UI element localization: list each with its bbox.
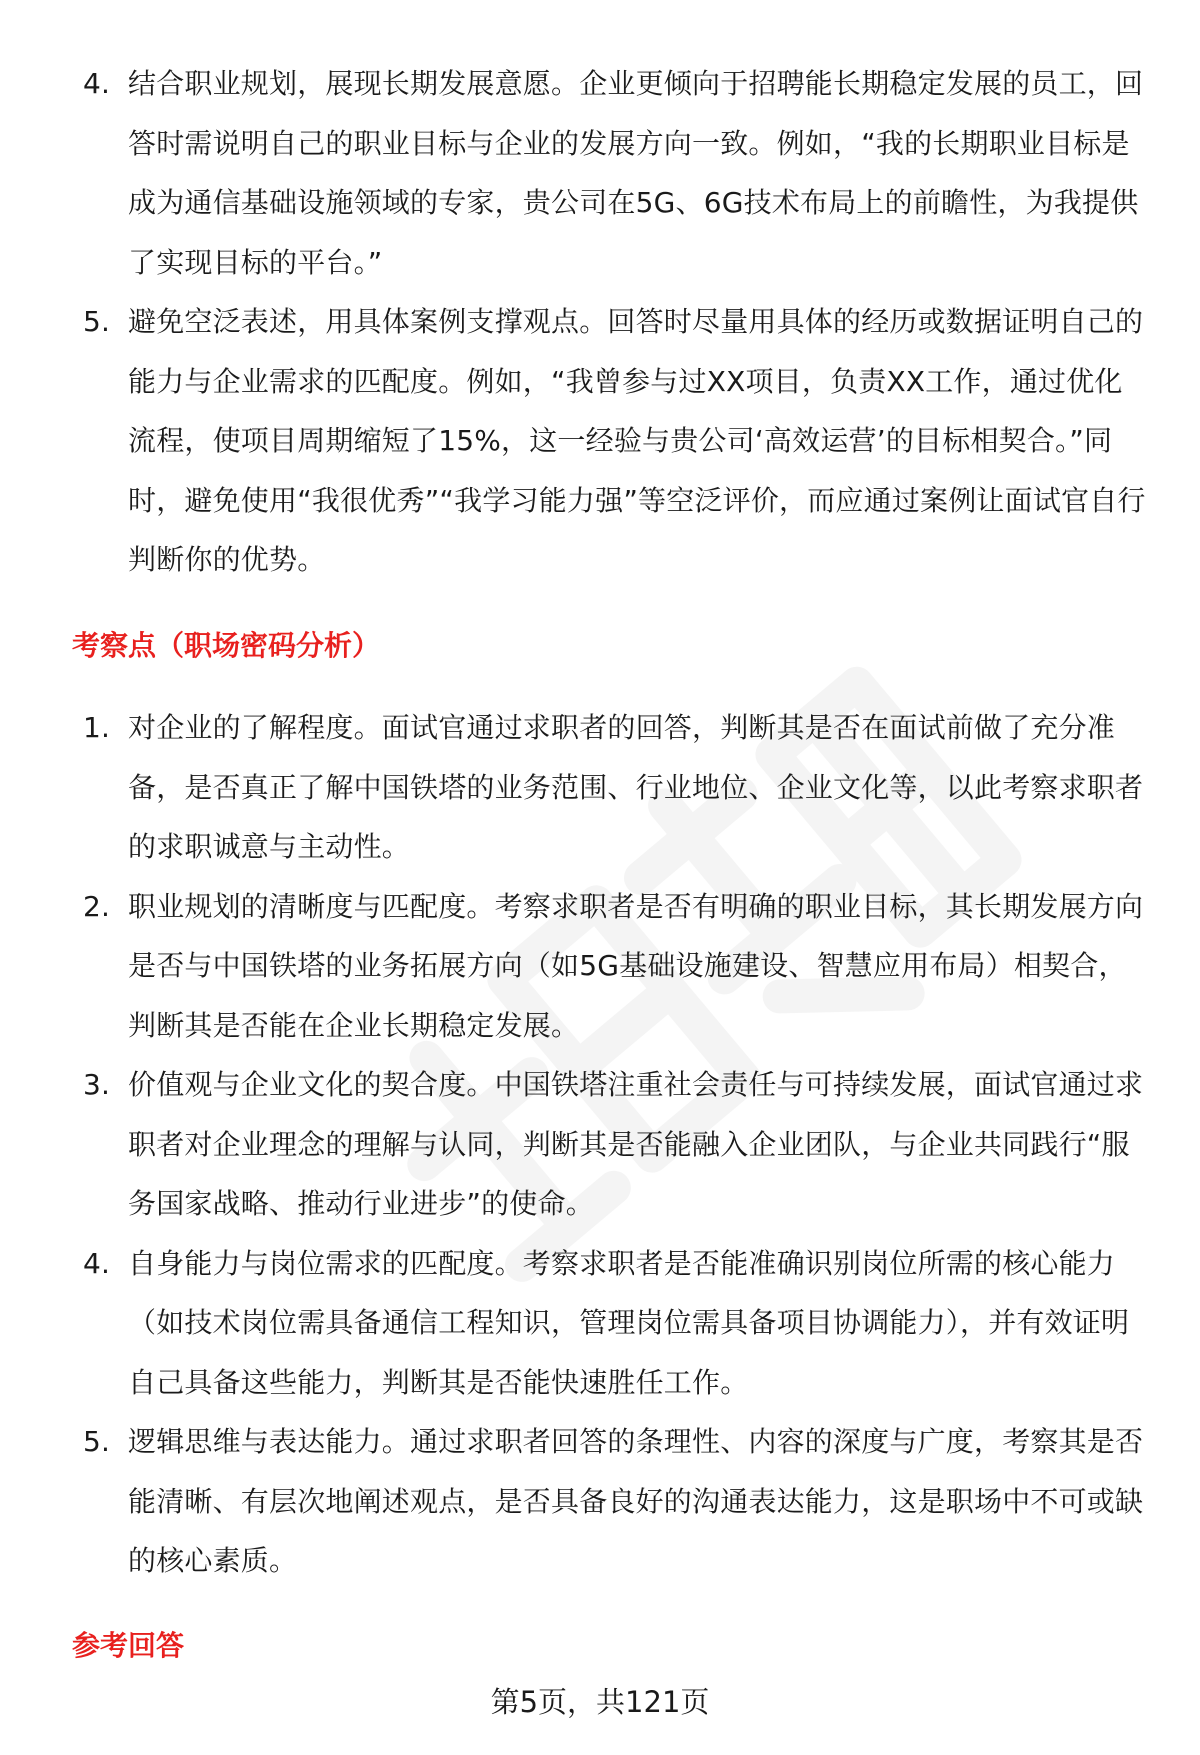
list-item-text: 结合职业规划，展现长期发展意愿。企业更倾向于招聘能长期稳定发展的员工，回答时需说明自己的职业目标与企业的发展方向一致。例如，“我的长期职业目标是成为通信基础设施领域的专家，贵公司在5G、6G技术布局上的前瞻性，为我提供了实现目标的平台。”	[128, 67, 1144, 279]
list-item-number: 3.	[83, 1068, 111, 1101]
list-item	[83, 698, 1148, 877]
section-title-answer: 参考回答	[72, 1629, 185, 1662]
tips-list	[0, 54, 1148, 590]
list-item-number: 2.	[83, 889, 111, 923]
list-item-text: 逻辑思维与表达能力。通过求职者回答的条理性、内容的深度与广度，考察其是否能清晰、有层次地阐述观点，是否具备良好的沟通表达能力，这是职场中不可或缺的核心素质。	[128, 1425, 1144, 1577]
list-item-number: 4.	[83, 67, 111, 100]
list-item	[83, 54, 1148, 292]
list-item	[83, 1055, 1148, 1234]
section-title-exam: 考察点（职场密码分析）	[72, 629, 381, 662]
list-item-number: 5.	[83, 305, 111, 338]
list-item-text: 对企业的了解程度。面试官通过求职者的回答，判断其是否在面试前做了充分准备，是否真正了解中国铁塔的业务范围、行业地位、企业文化等，以此考察求职者的求职诚意与主动性。	[128, 711, 1144, 863]
list-item-text: 职业规划的清晰度与匹配度。考察求职者是否有明确的职业目标，其长期发展方向是否与中国铁塔的业务拓展方向（如5G基础设施建设、智慧应用布局）相契合，判断其是否能在企业长期稳定发展。	[128, 889, 1144, 1042]
list-item-text: 自身能力与岗位需求的匹配度。考察求职者是否能准确识别岗位所需的核心能力（如技术岗位需具备通信工程知识，管理岗位需具备项目协调能力），并有效证明自己具备这些能力，判断其是否能快速胜任工作。	[128, 1246, 1130, 1399]
list-item	[83, 1412, 1148, 1591]
exam-points-list	[0, 698, 1148, 1591]
list-item-text: 避免空泛表述，用具体案例支撑观点。回答时尽量用具体的经历或数据证明自己的能力与企业需求的匹配度。例如，“我曾参与过XX项目，负责XX工作，通过优化流程，使项目周期缩短了15%，这一经验与贵公司‘高效运营’的目标相契合。”同时，避免使用“我很优秀”“我学习能力强”等空泛评价，而应通过案例让面试官自行判断你的优势。	[128, 305, 1146, 576]
list-item-number: 5.	[83, 1425, 111, 1458]
page-number-footer: 第5页，共121页	[490, 1685, 710, 1719]
list-item	[83, 1234, 1148, 1413]
list-item-number: 4.	[83, 1246, 111, 1280]
list-item	[83, 877, 1148, 1056]
list-item-number: 1.	[83, 711, 111, 744]
list-item	[83, 292, 1148, 590]
list-item-text: 价值观与企业文化的契合度。中国铁塔注重社会责任与可持续发展，面试官通过求职者对企业理念的理解与认同，判断其是否能融入企业团队，与企业共同践行“服务国家战略、推动行业进步”的使命。	[128, 1068, 1144, 1220]
